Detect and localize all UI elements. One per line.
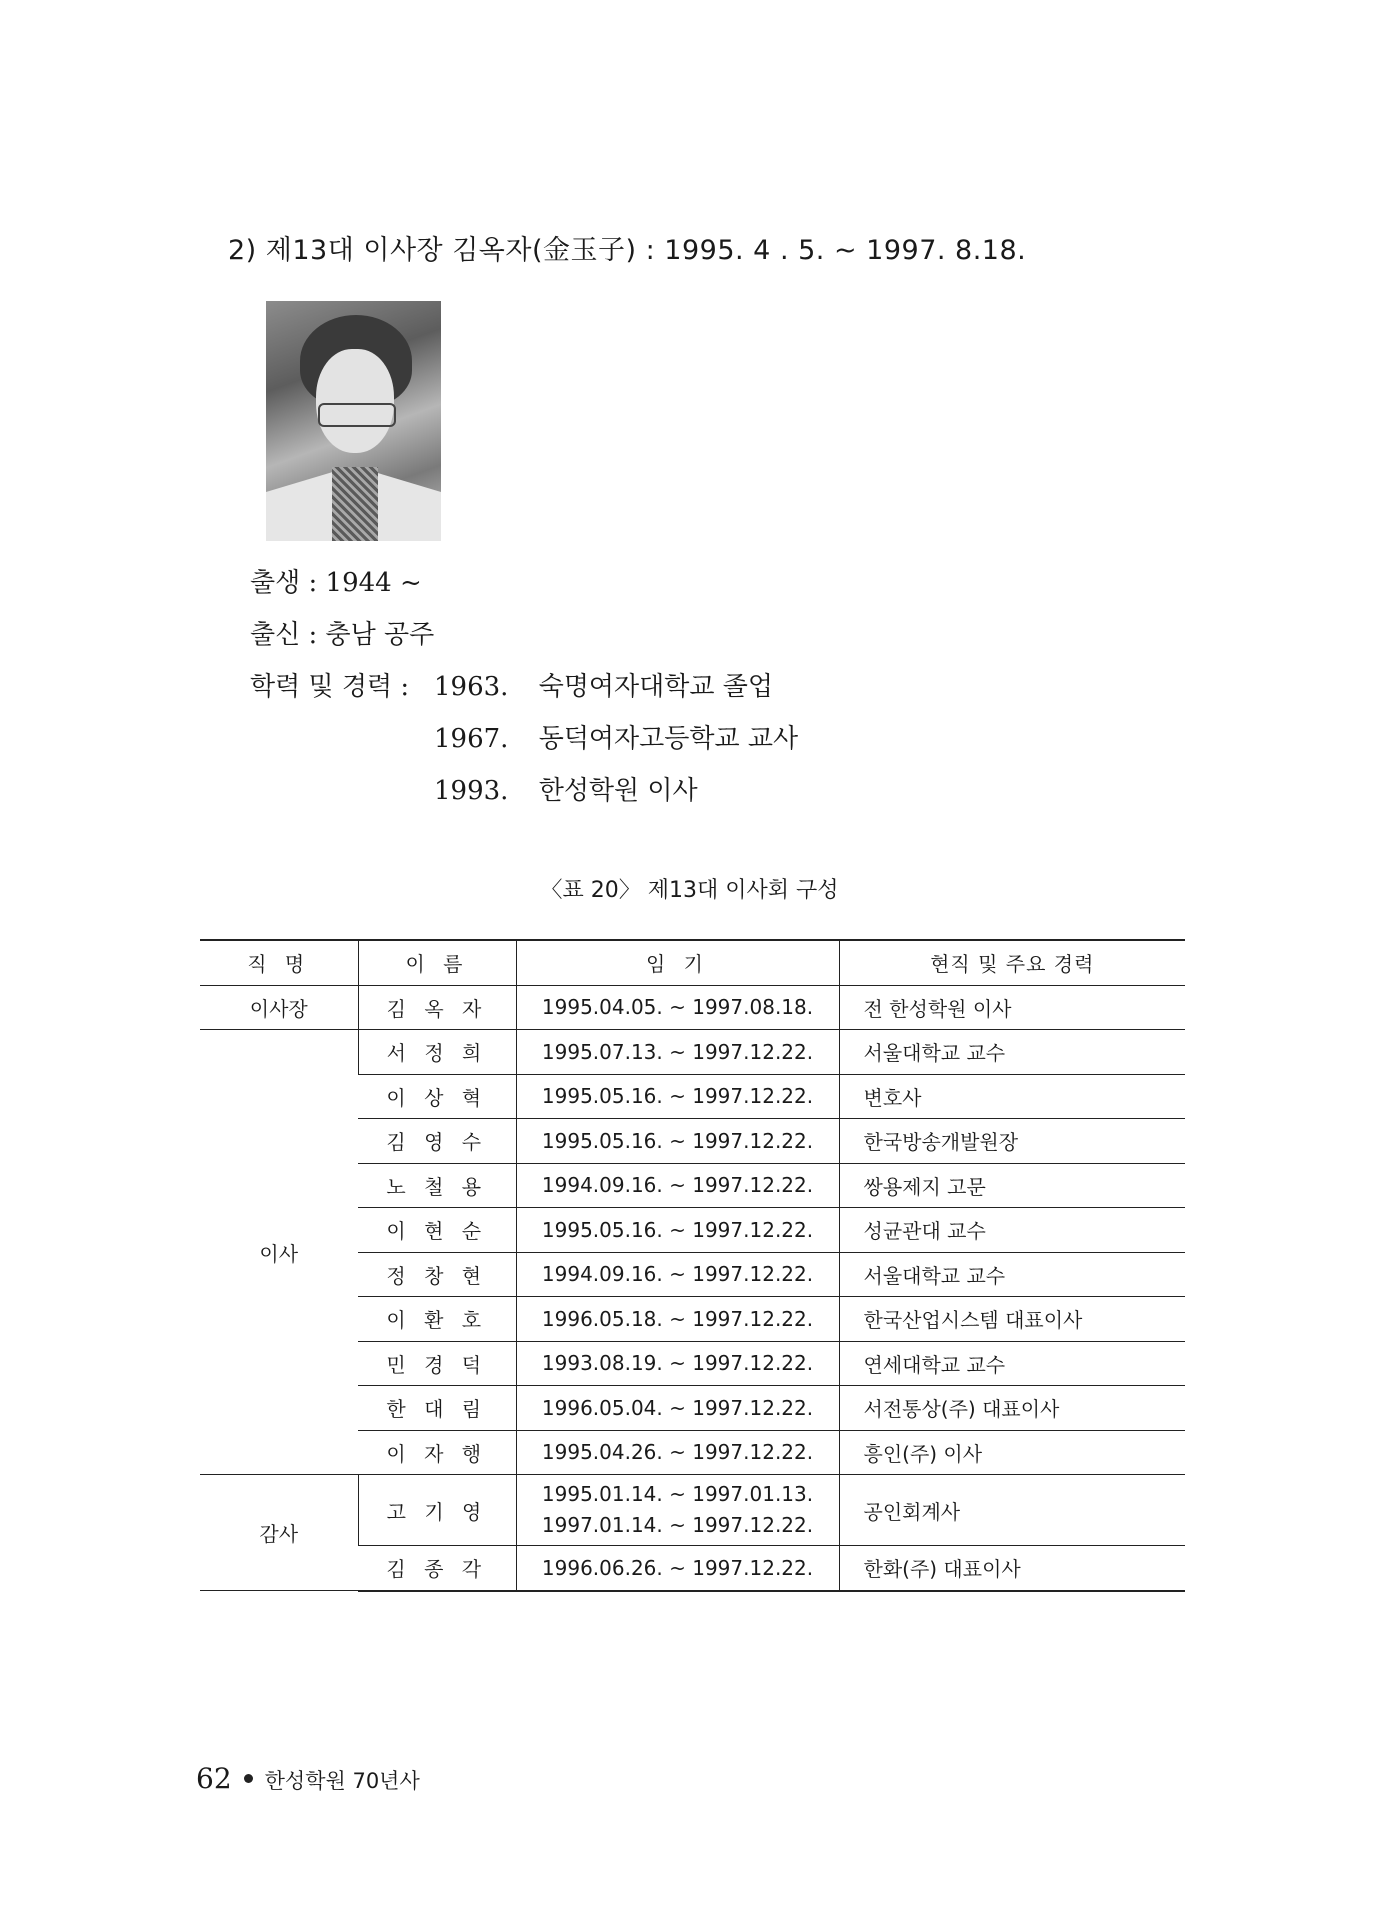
name-cell: 이 상 혁 (358, 1074, 516, 1119)
career-cell: 연세대학교 교수 (839, 1341, 1185, 1386)
name-cell: 서 정 희 (358, 1030, 516, 1075)
position-cell: 이사 (200, 1030, 358, 1475)
term-cell: 1995.05.16. ~ 1997.12.22. (516, 1074, 839, 1119)
career-cell: 서울대학교 교수 (839, 1030, 1185, 1075)
term-cell: 1994.09.16. ~ 1997.12.22. (516, 1252, 839, 1297)
term-cell: 1993.08.19. ~ 1997.12.22. (516, 1341, 839, 1386)
page-number: 62 (196, 1762, 232, 1795)
name-cell: 이 현 순 (358, 1208, 516, 1253)
name-cell: 김 옥 자 (358, 985, 516, 1030)
birth-label: 출생 : (250, 568, 318, 598)
section-heading: 2) 제13대 이사장 김옥자(金玉子) : 1995. 4 . 5. ~ 1997. 8.18. (228, 235, 1027, 266)
bio-origin (250, 614, 434, 651)
career-cell: 전 한성학원 이사 (839, 985, 1185, 1030)
header-name: 이 름 (358, 940, 516, 985)
career-cell: 성균관대 교수 (839, 1208, 1185, 1253)
term-cell: 1995.05.16. ~ 1997.12.22. (516, 1119, 839, 1164)
board-table (200, 939, 1185, 1592)
table-row (200, 1030, 1185, 1075)
name-cell: 이 환 호 (358, 1297, 516, 1342)
term-cell: 1996.05.04. ~ 1997.12.22. (516, 1386, 839, 1431)
term-cell: 1994.09.16. ~ 1997.12.22. (516, 1163, 839, 1208)
bio-birth (250, 562, 422, 599)
origin-value: 충남 공주 (325, 620, 435, 650)
bullet-icon (244, 1774, 253, 1783)
career-cell: 서울대학교 교수 (839, 1252, 1185, 1297)
career-text: 숙명여자대학교 졸업 (538, 672, 774, 702)
name-cell: 민 경 덕 (358, 1341, 516, 1386)
birth-value: 1944 ~ (325, 568, 422, 598)
table-row (200, 985, 1185, 1030)
career-cell: 서전통상(주) 대표이사 (839, 1386, 1185, 1431)
career-cell: 흥인(주) 이사 (839, 1430, 1185, 1475)
term-cell: 1995.04.26. ~ 1997.12.22. (516, 1430, 839, 1475)
origin-label: 출신 : (250, 620, 318, 650)
career-item (434, 770, 698, 807)
portrait-photo (266, 301, 441, 541)
name-cell: 김 종 각 (358, 1546, 516, 1591)
name-cell: 이 자 행 (358, 1430, 516, 1475)
term-line: 1995.01.14. ~ 1997.01.13. (541, 1482, 814, 1506)
term-cell: 1995.04.05. ~ 1997.08.18. (516, 985, 839, 1030)
header-position: 직 명 (200, 940, 358, 985)
table-row (200, 1475, 1185, 1546)
table-header-row (200, 940, 1185, 985)
position-cell: 감사 (200, 1475, 358, 1591)
career-cell: 쌍용제지 고문 (839, 1163, 1185, 1208)
term-cell: 1995.05.16. ~ 1997.12.22. (516, 1208, 839, 1253)
name-cell: 한 대 림 (358, 1386, 516, 1431)
career-year: 1993. (434, 776, 509, 806)
career-cell: 한화(주) 대표이사 (839, 1546, 1185, 1591)
page-footer (196, 1762, 420, 1795)
career-text: 한성학원 이사 (538, 776, 698, 806)
header-career: 현직 및 주요 경력 (839, 940, 1185, 985)
term-cell (516, 1475, 839, 1546)
table-caption: 〈표 20〉 제13대 이사회 구성 (540, 878, 839, 903)
career-text: 동덕여자고등학교 교사 (538, 724, 799, 754)
position-cell: 이사장 (200, 985, 358, 1030)
career-year: 1967. (434, 724, 509, 754)
career-item (434, 718, 798, 755)
career-cell: 공인회계사 (839, 1475, 1185, 1546)
name-cell: 노 철 용 (358, 1163, 516, 1208)
term-cell: 1996.06.26. ~ 1997.12.22. (516, 1546, 839, 1591)
name-cell: 고 기 영 (358, 1475, 516, 1546)
term-cell: 1995.07.13. ~ 1997.12.22. (516, 1030, 839, 1075)
career-cell: 한국방송개발원장 (839, 1119, 1185, 1164)
name-cell: 정 창 현 (358, 1252, 516, 1297)
term-line: 1997.01.14. ~ 1997.12.22. (541, 1513, 814, 1537)
career-item (434, 666, 773, 703)
name-cell: 김 영 수 (358, 1119, 516, 1164)
term-cell: 1996.05.18. ~ 1997.12.22. (516, 1297, 839, 1342)
header-term: 임 기 (516, 940, 839, 985)
career-cell: 한국산업시스템 대표이사 (839, 1297, 1185, 1342)
career-label: 학력 및 경력 : (250, 672, 410, 702)
career-cell: 변호사 (839, 1074, 1185, 1119)
book-title: 한성학원 70년사 (264, 1769, 420, 1793)
career-year: 1963. (434, 672, 509, 702)
